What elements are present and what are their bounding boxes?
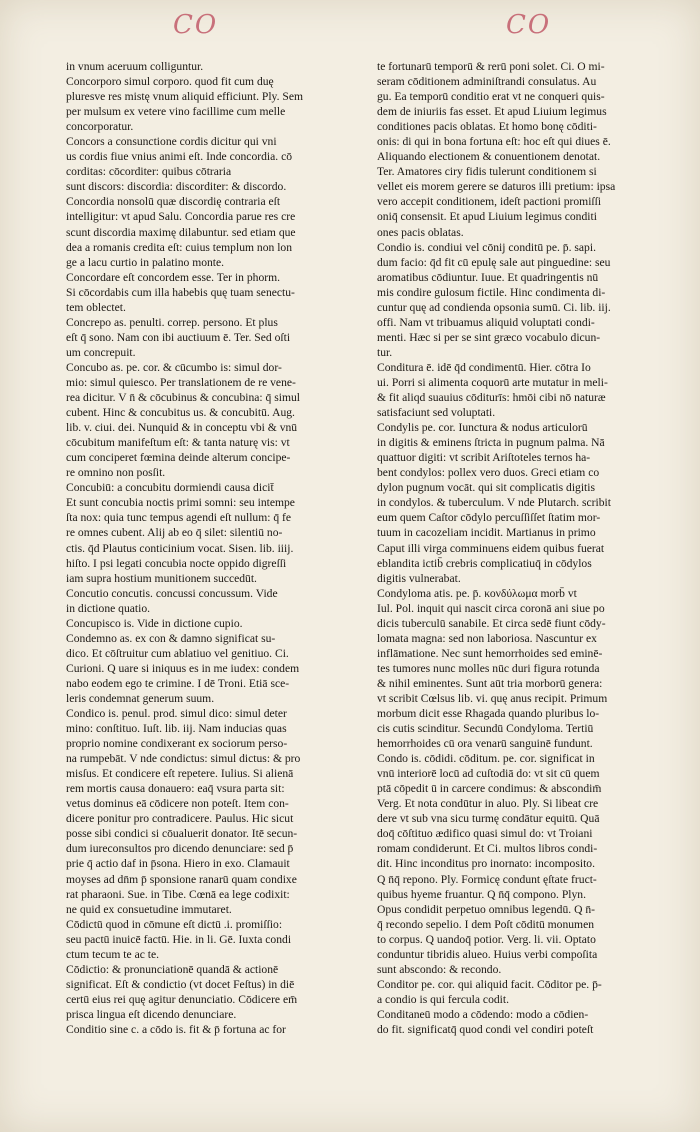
text-line: Concors a consunctione cordis dicitur qui vni [66,135,277,149]
text-line: Condo is. cōdidi. cōditum. pe. cor. significat in [377,752,595,766]
text-line: bent condylos: pollex vero duos. Greci etiam co [377,466,600,480]
text-line: dit. Hinc inconditus pro inornato: incomposito. [377,857,596,871]
text-line: in dictione quatio. [66,601,151,615]
text-line: Et sunt concubia noctis primi somni: seu intempe [66,496,295,510]
text-line: misſus. Et condicere eſt repetere. Iulius. Si alienā [66,767,294,781]
text-line: mio: simul quiesco. Per translationem de re vene- [66,375,296,389]
text-line: Cōdictio: & pronunciationē quandā & actionē [66,962,279,976]
text-line: cuntur quę ad condienda opsonia sumū. Ci. lib. iij. [377,300,611,314]
text-line: dicis tuberculū sanabile. Et circa sedē fiunt cōdy- [377,616,606,630]
text-line: corditas: cōcorditer: quibus cōtraria [66,165,232,179]
text-line: ſta nox: quia tunc tempus agendi eſt nullum: q̄ fe [66,511,292,525]
text-line: re omnes cubent. Alij ab eo q̄ silet: silentiū no- [66,526,283,540]
text-line: eblandita ictib̄ crebris complicatiuq̄ in cōdylos [377,556,592,570]
text-line: Conditaneū modo a cōdendo: modo a cōdien- [377,1007,589,1021]
text-line: & nihil eminentes. Sunt aūt tria morborū genera: [377,676,603,690]
text-line: us cordis fiue vnius animi eſt. Inde concordia. cō [66,150,293,164]
text-line: ones pacis oblatas. [377,225,464,239]
text-line: ctis. q̄d Plautus conticinium vocat. Sisen. lib. iiij. [66,541,294,555]
text-line: dylon pugnum vocāt. qui sit complicatis digitis [377,481,596,495]
text-line: doq̄ cōſtituo ædifico quasi simul do: vt Troiani [377,827,593,841]
text-line: prisca lingua eſt dicendo denunciare. [66,1007,237,1021]
text-line: Iul. Pol. inquit qui nascit circa coronā ani siue po [377,601,605,615]
text-line: ui. Porri si alimenta coquorū arte mutatur in meli- [377,375,608,389]
text-line: onis: di qui in bona fortuna eſt: hoc eſt qui diues ē. [377,135,611,149]
text-line: sunt discors: discordia: discorditer: & discordo. [66,180,287,194]
text-line: intelligitur: vt apud Salu. Concordia parue res cre [66,210,296,224]
text-line: Concordare eſt concordem esse. Ter in phorm. [66,270,281,284]
text-line: vetus dominus eā cōdicere non poteſt. Item con- [66,797,289,811]
text-line: Conditor pe. cor. qui aliquid facit. Cōditor pe. p̄- [377,977,602,991]
text-line: satisfaciunt sed voluptati. [377,406,496,420]
text-line: Concutio concutis. concussi concussum. Vide [66,586,278,600]
text-line: menti. Hæc si per se sint græco vocabulo dicun- [377,330,601,344]
text-line: ne quid ex consuetudine immutaret. [66,902,232,916]
text-line: cubent. Hinc & concubitus us. & concubitū. Aug. [66,406,295,420]
text-line: Conditio sine c. a cōdo is. fit & p̄ fortuna ac for [66,1023,286,1036]
text-line: rat pharaoni. Sue. in Tibe. Cœnā ea lege codixit: [66,887,290,901]
text-line: posse sibi condici si cōualuerit donator. Itē secun- [66,827,298,841]
text-line: & fit aliqd suauius cōditurīs: hmōi cibi nō naturæ [377,391,606,405]
text-line: offi. Nam vt tribuamus aliquid voluptati condi- [377,315,595,329]
running-head-right: CO [506,10,552,40]
right-column [377,59,677,1037]
text-line: Conditura ē. idē q̄d condimentū. Hier. cōtra Io [377,360,591,374]
text-line: ge a lacu curtio in palatino monte. [66,255,225,269]
text-line: in vnum aceruum colliguntur. [66,60,204,73]
text-line: certū eius rei quę agitur denunciatio. Cōdicere em̄ [66,992,298,1006]
text-line: moyses ad dn̄m p̄ sponsione ranarū quam condixe [66,872,297,886]
text-line: pluresve res mistę vnum aliquid efficiunt. Ply. Sem [66,90,303,104]
text-line: conditiones pacis oblatas. Et homo bonę cōditi- [377,120,597,134]
text-line: oniq̄ consensit. Et apud Liuium legimus conditi [377,210,597,224]
text-line: conduntur tibridis alueo. Huius verbi compoſita [377,947,598,961]
text-line: hiſto. I psi legati concubia nocte oppido digreſſi [66,556,287,570]
text-line: a condio is qui fercula codit. [377,992,509,1006]
text-line: Opus condidit perpetuo omnibus legendū. Q n̄- [377,902,595,916]
text-line: Ter. Amatores ciry fidis tulerunt conditionem si [377,165,597,179]
text-line: cōcubitum manifeſtum eſt: & tanta naturę vis: vt [66,436,290,450]
text-line: vero accepit conditionem, ideſt pactioni promiſſi [377,195,602,209]
text-line: hemorrhoides cū ora venarū sanguinē fundunt. [377,737,593,751]
text-line: to corpus. Q uandoq̄ potior. Verg. li. vii. Optato [377,932,596,946]
text-line: dum facio: q̄d fit cū epulę sale aut pinguedine: seu [377,255,611,269]
text-line: Q n̄q̄ repono. Ply. Formicę condunt ęſtate fruct- [377,872,597,886]
text-line: Condyloma atis. pe. p̄. κονδύλωμα morb̄ vt [377,586,577,600]
text-line: do fit. significatq̄ quod condi vel condiri poteſt [377,1023,594,1036]
text-line: seram cōditionem adminiſtrandi consulatus. Au [377,75,597,89]
text-line: Curioni. Q uare si iniquus es in me iudex: condem [66,661,300,675]
text-line: ptā cōpedit ū in carcere condimus: & abscondim̄ [377,782,602,796]
text-line: Condico is. penul. prod. simul dico: simul deter [66,707,287,721]
text-line: vnū interiorē locū ad cuſtodiā do: vt sit cū quem [377,767,600,781]
text-line: concorporatur. [66,120,134,134]
text-line: Aliquando electionem & conuentionem denotat. [377,150,601,164]
text-line: vellet eis morem gerere se daturos illi pretium: ipsa [377,180,616,194]
text-line: Concubiū: a concubitu dormiendi causa dicit̄ [66,481,274,495]
text-line: eſt q̄ sono. Nam con ibi auctiuum ē. Ter. Sed oſti [66,330,291,344]
text-line: iam supra hostium munitionem succedūt. [66,571,257,585]
text-line: lib. v. ciui. dei. Nunquid & in conceptu vbi & vnū [66,421,298,435]
text-line: Concupisco is. Vide in dictione cupio. [66,616,243,630]
text-line: dico. Et cōſtruitur cum ablatiuo vel genitiuo. Ci. [66,646,289,660]
text-line: Condio is. condiui vel cōnij conditū pe. p̄. sapi. [377,240,596,254]
text-line: Caput illi virga comminuens eidem quibus fuerat [377,541,605,555]
text-line: Concrepo as. penulti. correp. persono. Et plus [66,315,278,329]
text-line: dem de iniuriis fas esset. Et apud Liuium legimus [377,105,607,119]
text-line: ctum tecum te ac te. [66,947,160,961]
text-line: romam condiderunt. Et Ci. multos libros condi- [377,842,598,856]
text-line: prie q̄ actio daf in p̄sona. Hiero in exo. Clamauit [66,857,290,871]
text-line: re omnino non posſit. [66,466,166,480]
text-line: dere vt sub vna sicu turmę condātur equitū. Quā [377,812,600,826]
text-line: Si cōcordabis cum illa habebis quę tuam senectu- [66,285,295,299]
text-line: rea dicitur. V n̄ & cōcubinus & concubina: q̄ simul [66,391,300,405]
text-line: cum conciperet fœmina deinde alterum concipe- [66,451,291,465]
text-line: in digitis & eminens ſtricta in pugnum palma. Nā [377,436,605,450]
text-line: Condylis pe. cor. Iunctura & nodus articulorū [377,421,588,435]
text-line: Cōdictū quod in cōmune eſt dictū .i. promiſſio: [66,917,283,931]
text-line: digitis vulnerabat. [377,571,461,585]
text-line: q̄ recondo sepelio. I dem Poſt cōditū monumen [377,917,595,931]
text-line: tem oblectet. [66,300,126,314]
text-line: um concrepuit. [66,345,136,359]
text-line: quattuor digiti: vt scribit Ariſtoteles ternos ha- [377,451,591,465]
text-line: te fortunarū temporū & rerū poni solet. Ci. O mi- [377,60,605,73]
text-line: rem mortis causa donauero: eaq̄ vsura parta sit: [66,782,285,796]
text-line: morbum dicit esse Rhagada quando pluribus lo- [377,707,600,721]
text-line: vt scribit Cœlsus lib. vi. quę anus recipit. Primum [377,691,608,705]
text-line: sunt abscondo: & recondo. [377,962,502,976]
text-line: leris condemnat generum suum. [66,691,215,705]
text-line: cis cutis scinditur. Secundū Condyloma. Tertiū [377,722,594,736]
text-line: mis condire gulosum fictile. Hinc condimenta di- [377,285,606,299]
text-line: dum iureconsultos pro dicendo denunciare: sed p̄ [66,842,294,856]
text-line: mino: conſtituo. Iuſt. lib. iij. Nam inducias quas [66,722,287,736]
text-line: tes tumores nunc molles nūc duri figura rotunda [377,661,600,675]
text-line: na rumpebāt. V nde condictus: simul dictus: & pro [66,752,301,766]
text-line: Concorporo simul corporo. quod fit cum duę [66,75,274,89]
text-line: scunt discordia maximę dilabuntur. sed etiam que [66,225,296,239]
text-line: eum quem Caſtor cōdylo percuſſiſſet ſtatim mor- [377,511,601,525]
text-line: significat. Eſt & condictio (vt docet Feſtus) in diē [66,977,295,991]
text-line: inflāmatione. Nec sunt hemorrhoides sed eminē- [377,646,603,660]
text-line: nabo eodem ego te crimine. I dē Troni. Etiā sce- [66,676,290,690]
text-line: gu. Ea temporū conditio erat vt ne conqueri quis- [377,90,605,104]
text-line: lomata magna: sed non laboriosa. Nascuntur ex [377,631,597,645]
left-column [66,59,366,1037]
text-line: tur. [377,345,393,359]
text-line: aromatibus cōdiuntur. Iuue. Et quadringentis nū [377,270,599,284]
text-line: Verg. Et nota condūtur in aluo. Ply. Si libeat cre [377,797,599,811]
text-line: proprio nomine condixerant ex sociorum perso- [66,737,288,751]
text-line: quibus hyeme fruantur. Q n̄q̄ compono. Plyn. [377,887,586,901]
text-line: Condemno as. ex con & damno significat su- [66,631,276,645]
text-line: seu pactū inuicē factū. Hie. in li. Gē. Iuxta condi [66,932,292,946]
text-line: Concordia nonsolū quæ discordię contraria eſt [66,195,281,209]
text-line: in condylos. & tuberculum. V nde Plutarch. scribit [377,496,611,510]
text-line: tuum in cacozeliam incidit. Martianus in primo [377,526,596,540]
text-line: dicere ponitur pro contradicere. Paulus. Hic sicut [66,812,294,826]
running-head-left: CO [173,10,219,40]
text-line: per mulsum ex vetere vino facillime cum melle [66,105,286,119]
text-line: dea a romanis credita eſt: cuius templum non lon [66,240,293,254]
text-line: Concubo as. pe. cor. & cūcumbo is: simul dor- [66,360,282,374]
